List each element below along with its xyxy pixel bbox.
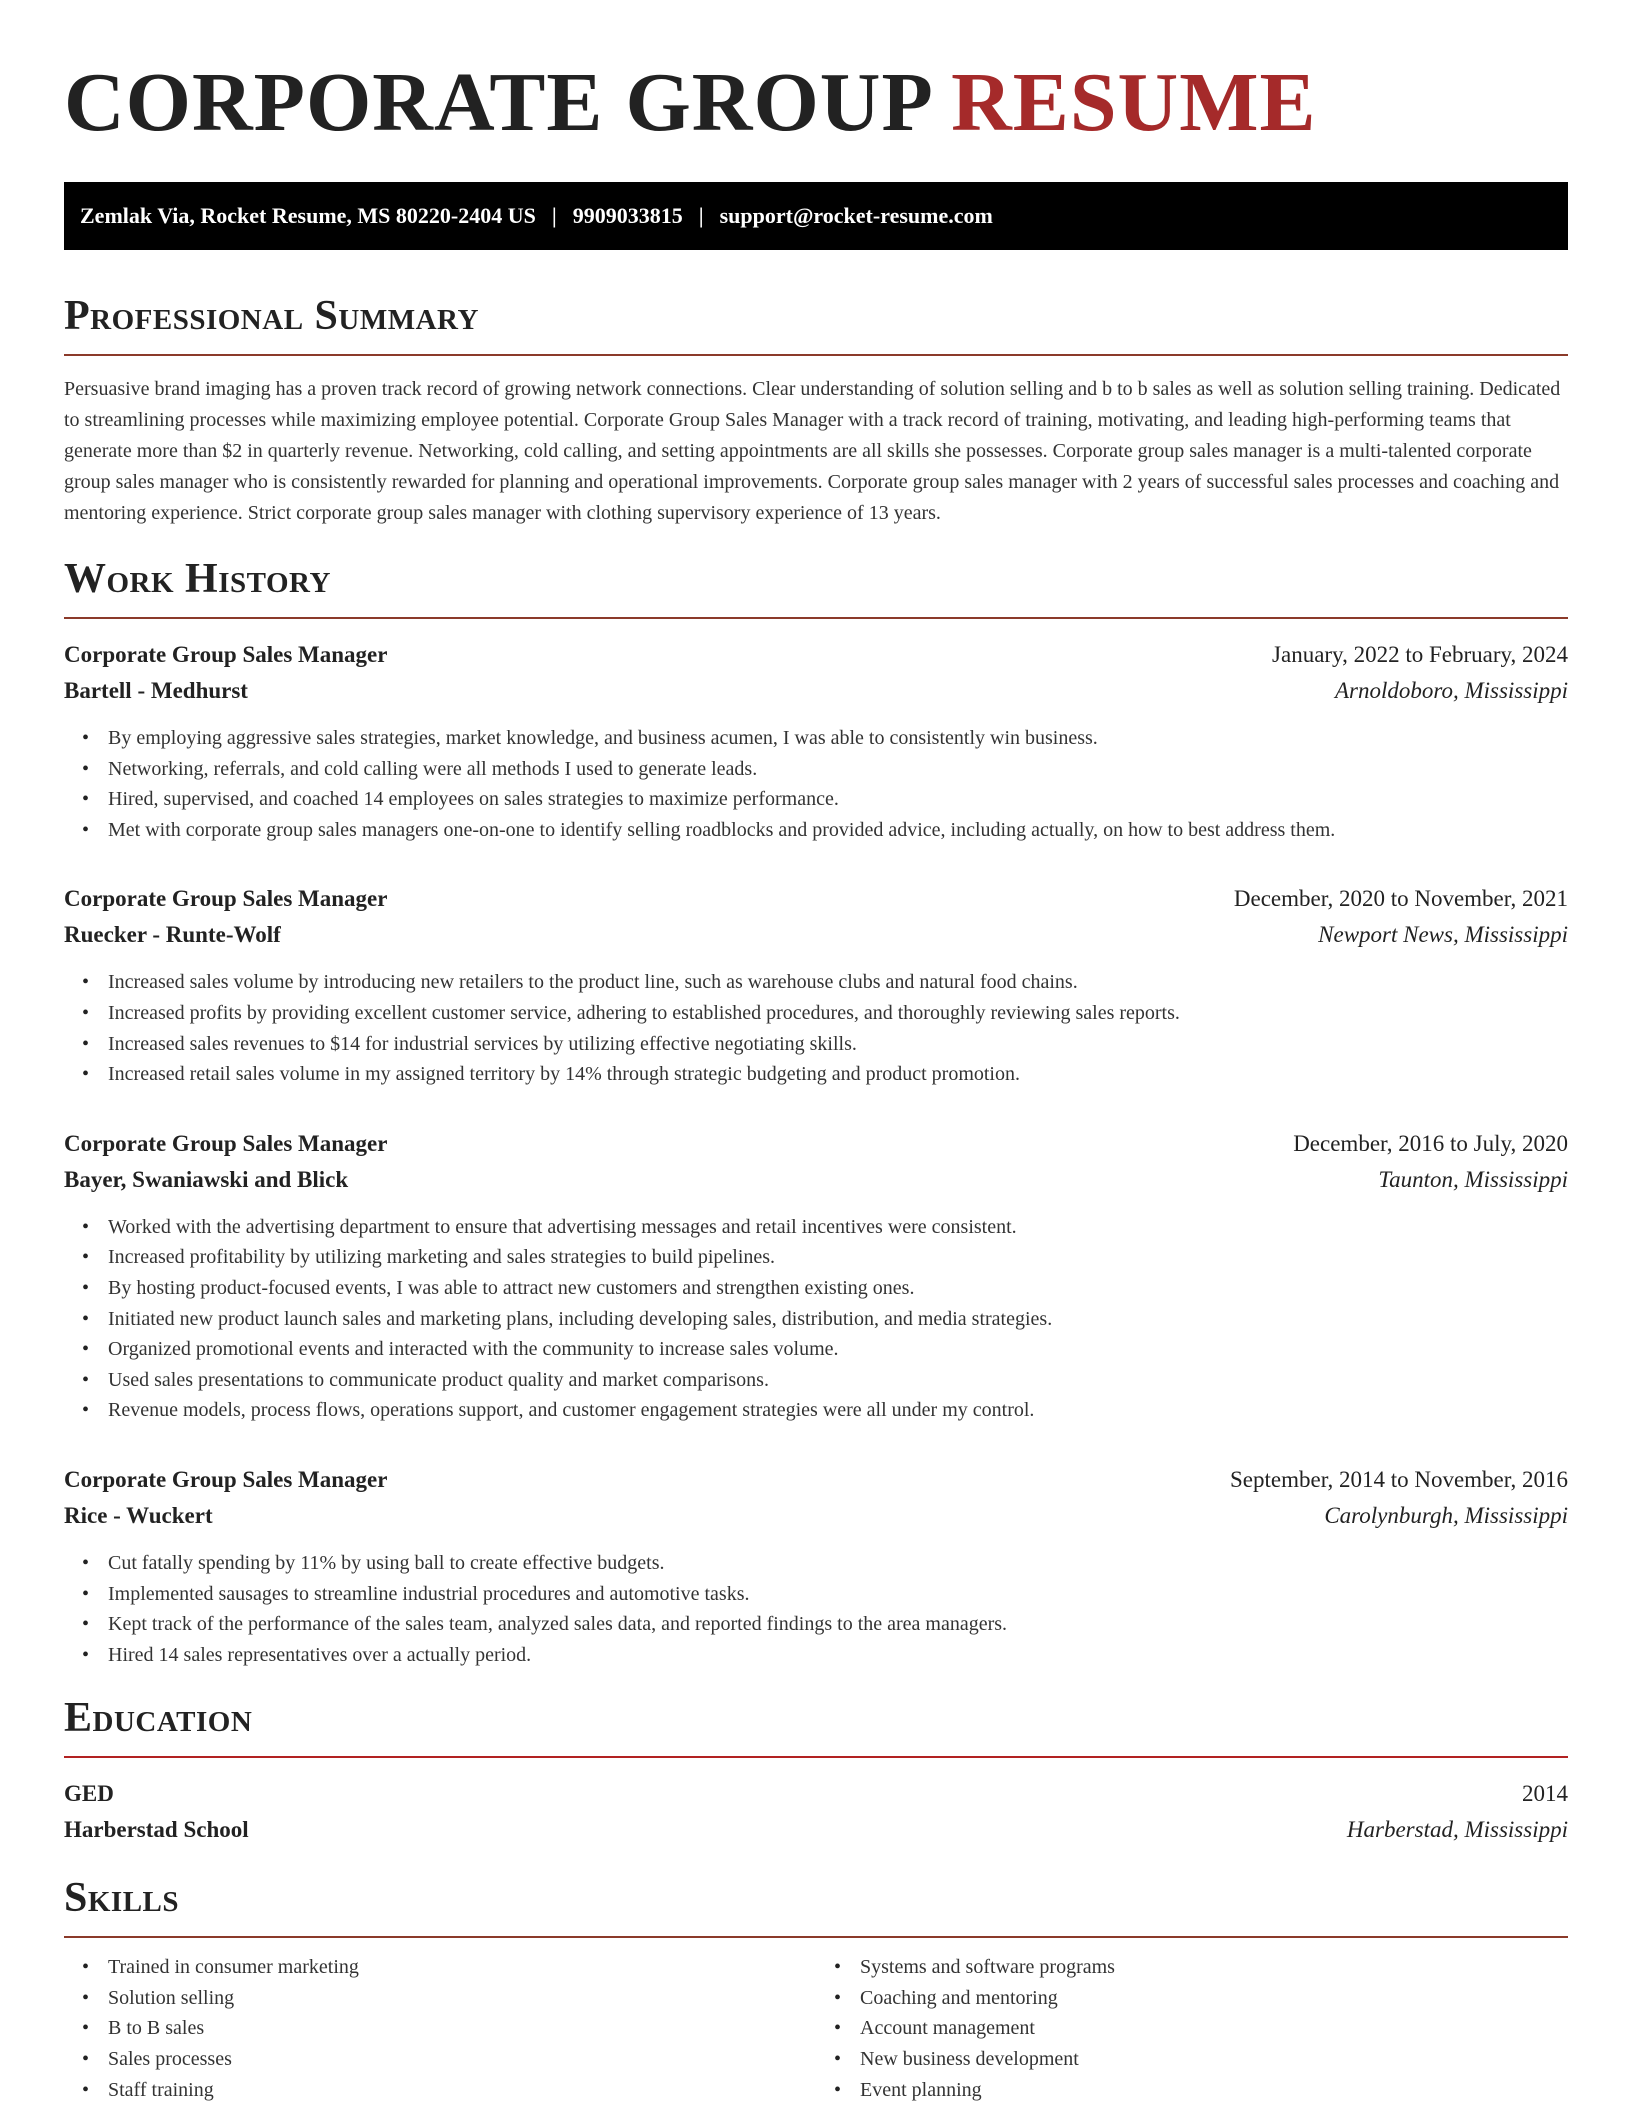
- contact-address: Zemlak Via, Rocket Resume, MS 80220-2404 US: [80, 203, 536, 228]
- job-bullet: • By hosting product-focused events, I was able to attract new customers and strengthen existing ones.: [108, 1273, 1568, 1304]
- name-accent: RESUME: [951, 56, 1317, 149]
- job-location: Carolynburgh, Mississippi: [1324, 1502, 1568, 1528]
- education-section: [64, 1694, 1568, 1848]
- job-company: Rice - Wuckert: [64, 1502, 213, 1528]
- job-bullet: • Increased retail sales volume in my assigned territory by 14% through strategic budgeting and product promotion.: [108, 1059, 1568, 1090]
- job-bullet: • By employing aggressive sales strategies, market knowledge, and business acumen, I was able to consistently win business.: [108, 723, 1568, 754]
- job-dates: December, 2020 to November, 2021: [1233, 886, 1568, 912]
- job-bullets: [64, 1548, 1568, 1670]
- job-company: Ruecker - Runte-Wolf: [64, 922, 281, 948]
- summary-title: Professional Summary: [64, 293, 479, 339]
- education-title: Education: [64, 1695, 253, 1742]
- education-location: Harberstad, Mississippi: [1346, 1817, 1568, 1843]
- contact-phone[interactable]: 9909033815: [572, 203, 683, 228]
- job-location: Taunton, Mississippi: [1378, 1166, 1568, 1192]
- skill-item: • Solution selling: [108, 1983, 816, 2014]
- job-title: Corporate Group Sales Manager: [64, 1130, 388, 1156]
- summary-text: Persuasive brand imaging has a proven track record of growing network connections. Clear understanding of solution selling and b to b sales as well as solution selling training. Dedicated to streamlining processes while maximizing employee potential. Corporate Group Sales Manager with a track record of training, motivating, and leading high-performing teams that generate more than $2 in quarterly revenue. Networking, cold calling, and setting appointments are all skills she possesses. Corporate group sales manager is a multi-talented corporate group sales manager who is consistently rewarded for planning and operational improvements. Corporate group sales manager with 2 years of successful sales processes and coaching and mentoring experience. Strict corporate group sales manager with clothing supervisory experience of 13 years.: [64, 378, 1561, 524]
- contact-bar: [64, 182, 1568, 250]
- job-entry: [64, 881, 1568, 1089]
- name-main: CORPORATE GROUP: [64, 56, 930, 149]
- job-bullet: • Cut fatally spending by 11% by using ball to create effective budgets.: [108, 1548, 1568, 1579]
- summary-section: [64, 292, 1568, 529]
- job-title: Corporate Group Sales Manager: [64, 642, 388, 667]
- contact-email[interactable]: support@rocket-resume.com: [719, 203, 993, 228]
- work-history-title: Work History: [64, 556, 331, 602]
- education-school: Harberstad School: [64, 1817, 249, 1843]
- skills-list-left: [64, 1952, 816, 2105]
- skill-item: • Staff training: [108, 2075, 816, 2106]
- job-entry: [64, 1462, 1568, 1670]
- job-bullet: • Kept track of the performance of the sales team, analyzed sales data, and reported findings to the area managers.: [108, 1609, 1568, 1640]
- skills-title: Skills: [64, 1875, 180, 1922]
- job-bullet: • Implemented sausages to streamline industrial procedures and automotive tasks.: [108, 1579, 1568, 1610]
- job-bullets: [64, 967, 1568, 1089]
- job-bullet: • Increased profits by providing excellent customer service, adhering to established procedures, and thoroughly reviewing sales reports.: [108, 998, 1568, 1029]
- job-dates: September, 2014 to November, 2016: [1230, 1466, 1568, 1492]
- skill-item: • Sales processes: [108, 2044, 816, 2075]
- job-company: Bayer, Swaniawski and Blick: [64, 1166, 349, 1192]
- job-bullet: • Revenue models, process flows, operations support, and customer engagement strategies were all under my control.: [108, 1395, 1568, 1426]
- skill-item: • Account management: [860, 2013, 1568, 2044]
- resume-name: [64, 0, 1568, 150]
- section-divider: [64, 617, 1568, 619]
- job-bullet: • Increased sales volume by introducing new retailers to the product line, such as warehouse clubs and natural food chains.: [108, 967, 1568, 998]
- job-bullet: • Increased profitability by utilizing marketing and sales strategies to build pipelines.: [108, 1242, 1568, 1273]
- education-degree: GED: [64, 1781, 114, 1807]
- job-title: Corporate Group Sales Manager: [64, 1466, 388, 1492]
- job-bullet: • Hired 14 sales representatives over a actually period.: [108, 1640, 1568, 1671]
- job-entry: [64, 637, 1568, 845]
- job-bullet: • Met with corporate group sales managers one-on-one to identify selling roadblocks and provided advice, including actually, on how to best address them.: [108, 815, 1568, 846]
- work-history-section: [64, 555, 1568, 1670]
- contact-separator: |: [698, 203, 704, 228]
- skill-item: • Coaching and mentoring: [860, 1983, 1568, 2014]
- skills-section: [64, 1874, 1568, 2105]
- contact-separator: |: [551, 203, 557, 228]
- job-bullet: • Organized promotional events and interacted with the community to increase sales volume.: [108, 1334, 1568, 1365]
- job-bullets: [64, 1212, 1568, 1426]
- job-bullet: • Hired, supervised, and coached 14 employees on sales strategies to maximize performance.: [108, 784, 1568, 815]
- job-bullets: [64, 723, 1568, 845]
- skill-item: • Event planning: [860, 2075, 1568, 2106]
- section-divider: [64, 354, 1568, 356]
- job-bullet: • Used sales presentations to communicate product quality and market comparisons.: [108, 1365, 1568, 1396]
- job-location: Arnoldoboro, Mississippi: [1334, 678, 1568, 703]
- job-dates: January, 2022 to February, 2024: [1272, 642, 1568, 667]
- skill-item: • Systems and software programs: [860, 1952, 1568, 1983]
- job-company: Bartell - Medhurst: [64, 678, 248, 703]
- job-title: Corporate Group Sales Manager: [64, 886, 388, 912]
- section-divider: [64, 1936, 1568, 1938]
- job-bullet: • Initiated new product launch sales and marketing plans, including developing sales, distribution, and media strategies.: [108, 1304, 1568, 1335]
- section-divider: [64, 1756, 1568, 1758]
- skills-list-right: [816, 1952, 1568, 2105]
- job-location: Newport News, Mississippi: [1318, 922, 1568, 948]
- education-year: 2014: [1522, 1781, 1568, 1807]
- job-bullet: • Increased sales revenues to $14 for industrial services by utilizing effective negotiating skills.: [108, 1029, 1568, 1060]
- job-bullet: • Networking, referrals, and cold calling were all methods I used to generate leads.: [108, 754, 1568, 785]
- skill-item: • Trained in consumer marketing: [108, 1952, 816, 1983]
- job-entry: [64, 1126, 1568, 1426]
- skills-columns: [64, 1952, 1568, 2105]
- skill-item: • B to B sales: [108, 2013, 816, 2044]
- job-bullet: • Worked with the advertising department to ensure that advertising messages and retail incentives were consistent.: [108, 1212, 1568, 1243]
- job-dates: December, 2016 to July, 2020: [1293, 1130, 1568, 1156]
- education-entry: [64, 1776, 1568, 1848]
- skill-item: • New business development: [860, 2044, 1568, 2075]
